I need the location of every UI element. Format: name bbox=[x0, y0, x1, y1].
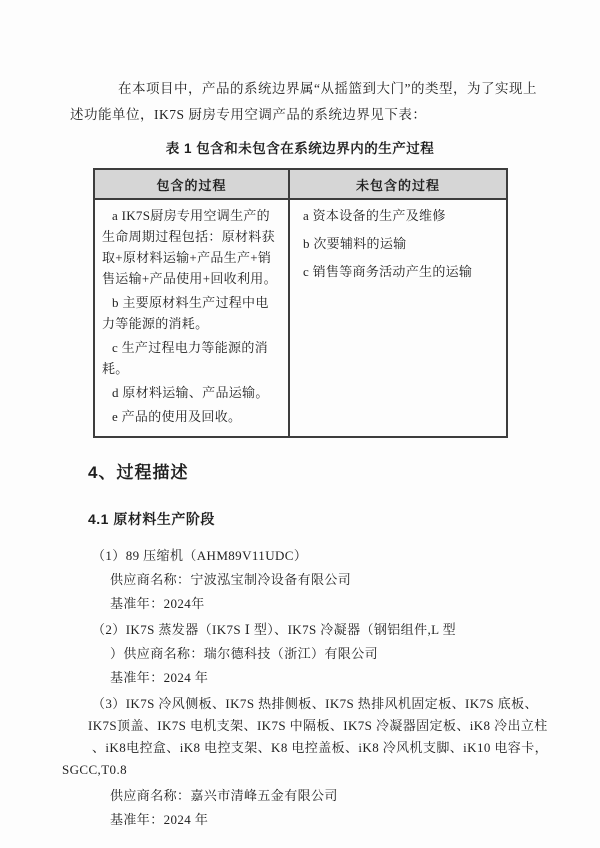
material-3-name-line-2: IK7S顶盖、IK7S 电机支架、IK7S 中隔板、IK7S 冷凝器固定板、iK8 冷出立柱 bbox=[88, 718, 548, 733]
included-item-e: e 产品的使用及回收。 bbox=[112, 409, 242, 424]
section-4-1-subheading: 4.1 原材料生产阶段 bbox=[88, 511, 215, 527]
included-item-d: d 原材料运输、产品运输。 bbox=[112, 385, 269, 400]
material-3-name-line-4: SGCC,T0.8 bbox=[62, 762, 128, 777]
intro-line-1: 在本项目中，产品的系统边界属“从摇篮到大门”的类型，为了实现上 bbox=[118, 81, 537, 96]
material-entry-3 bbox=[62, 693, 560, 831]
header-excluded-processes: 未包含的过程 bbox=[355, 178, 440, 193]
material-1-supplier: 供应商名称：宁波泓宝制冷设备有限公司 bbox=[110, 572, 352, 587]
raw-materials-list bbox=[62, 545, 560, 831]
included-item-a: a IK7S厨房专用空调生产的生命周期过程包括：原材料获取+原材料运输+产品生产+销售运输+产品使用+回收利用。 bbox=[102, 208, 277, 286]
material-3-name-line-1: （3）IK7S 冷风侧板、IK7S 热排侧板、IK7S 热排风机固定板、IK7S 底板、 bbox=[92, 696, 538, 711]
included-item-c: c 生产过程电力等能源的消耗。 bbox=[102, 340, 268, 376]
excluded-item-b: b 次要辅料的运输 bbox=[303, 236, 407, 251]
table-header-row bbox=[95, 170, 506, 200]
material-2-supplier: ）供应商名称：瑞尔德科技（浙江）有限公司 bbox=[110, 646, 379, 661]
included-item-b: b 主要原材料生产过程中电力等能源的消耗。 bbox=[102, 295, 269, 331]
material-1-name: （1）89 压缩机（AHM89V11UDC） bbox=[92, 548, 308, 563]
material-2-name-line-1: （2）IK7S 蒸发器（IK7S Ⅰ 型）、IK7S 冷凝器（钢铝组件,L 型 bbox=[92, 622, 457, 637]
table-1-title: 表 1 包含和未包含在系统边界内的生产过程 bbox=[165, 141, 435, 156]
material-3-name-line-3: 、iK8电控盒、iK8 电控支架、K8 电控盖板、iK8 冷风机支脚、iK10 电容卡， bbox=[92, 740, 548, 755]
excluded-item-a: a 资本设备的生产及维修 bbox=[303, 208, 446, 223]
material-1-base-year: 基准年：2024年 bbox=[110, 596, 205, 611]
system-boundary-table bbox=[93, 168, 508, 438]
material-3-supplier: 供应商名称：嘉兴市清峰五金有限公司 bbox=[110, 788, 338, 803]
included-processes-cell bbox=[95, 200, 290, 436]
material-entry-1 bbox=[62, 545, 560, 615]
material-2-base-year: 基准年：2024 年 bbox=[110, 670, 209, 685]
intro-line-2: 述功能单位，IK7S 厨房专用空调产品的系统边界见下表： bbox=[70, 107, 427, 122]
table-body-row bbox=[95, 200, 506, 436]
intro-paragraph bbox=[70, 76, 542, 128]
material-3-base-year: 基准年：2024 年 bbox=[110, 812, 209, 827]
section-4-heading: 4、过程描述 bbox=[88, 463, 189, 482]
material-entry-2 bbox=[62, 619, 560, 689]
header-included-processes: 包含的过程 bbox=[95, 170, 290, 198]
excluded-processes-cell bbox=[290, 200, 506, 436]
excluded-item-c: c 销售等商务活动产生的运输 bbox=[303, 264, 473, 279]
